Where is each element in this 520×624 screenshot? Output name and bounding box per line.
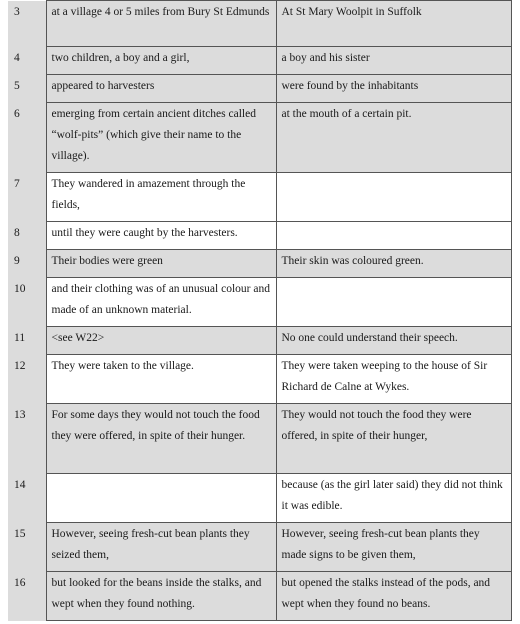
col-a-cell: appeared to harvesters (46, 75, 276, 103)
col-b-cell (276, 173, 511, 222)
table-row (8, 103, 511, 173)
col-a-cell: However, seeing fresh-cut bean plants they seized them, (46, 523, 276, 572)
table-row (8, 404, 511, 474)
table-body (8, 1, 511, 621)
col-a-cell: <see W22> (46, 327, 276, 355)
row-number: 5 (8, 75, 46, 103)
table-row (8, 327, 511, 355)
col-b-cell: but opened the stalks instead of the pods, and wept when they found no beans. (276, 572, 511, 621)
col-b-cell (276, 222, 511, 250)
row-number: 13 (8, 404, 46, 474)
col-b-cell: because (as the girl later said) they did not think it was edible. (276, 474, 511, 523)
table-row (8, 222, 511, 250)
col-a-cell (46, 474, 276, 523)
table-row (8, 355, 511, 404)
table-row (8, 278, 511, 327)
table-row (8, 523, 511, 572)
col-b-cell: They were taken weeping to the house of Sir Richard de Calne at Wykes. (276, 355, 511, 404)
table-row (8, 1, 511, 47)
col-a-cell: For some days they would not touch the food they were offered, in spite of their hunger. (46, 404, 276, 474)
row-number: 7 (8, 173, 46, 222)
col-b-cell: a boy and his sister (276, 47, 511, 75)
row-number: 11 (8, 327, 46, 355)
col-b-cell: At St Mary Woolpit in Suffolk (276, 1, 511, 47)
col-a-cell: They wandered in amazement through the fields, (46, 173, 276, 222)
col-b-cell: However, seeing fresh-cut bean plants they made signs to be given them, (276, 523, 511, 572)
row-number: 3 (8, 1, 46, 47)
col-b-cell: at the mouth of a certain pit. (276, 103, 511, 173)
col-a-cell: and their clothing was of an unusual colour and made of an unknown material. (46, 278, 276, 327)
row-number: 10 (8, 278, 46, 327)
table-row (8, 75, 511, 103)
col-a-cell: Their bodies were green (46, 250, 276, 278)
col-a-cell: until they were caught by the harvesters. (46, 222, 276, 250)
col-b-cell: They would not touch the food they were offered, in spite of their hunger, (276, 404, 511, 474)
col-b-cell: were found by the inhabitants (276, 75, 511, 103)
table-row (8, 474, 511, 523)
table-row (8, 250, 511, 278)
col-a-cell: two children, a boy and a girl, (46, 47, 276, 75)
col-b-cell: No one could understand their speech. (276, 327, 511, 355)
col-a-cell: emerging from certain ancient ditches called “wolf-pits” (which give their name to the village). (46, 103, 276, 173)
table-row (8, 572, 511, 621)
col-a-cell: but looked for the beans inside the stalks, and wept when they found nothing. (46, 572, 276, 621)
row-number: 9 (8, 250, 46, 278)
comparison-table (8, 0, 512, 621)
col-b-cell (276, 278, 511, 327)
table-row (8, 173, 511, 222)
col-b-cell: Their skin was coloured green. (276, 250, 511, 278)
row-number: 4 (8, 47, 46, 75)
row-number: 6 (8, 103, 46, 173)
row-number: 14 (8, 474, 46, 523)
row-number: 15 (8, 523, 46, 572)
col-a-cell: at a village 4 or 5 miles from Bury St Edmunds (46, 1, 276, 47)
row-number: 8 (8, 222, 46, 250)
col-a-cell: They were taken to the village. (46, 355, 276, 404)
row-number: 12 (8, 355, 46, 404)
row-number: 16 (8, 572, 46, 621)
table-row (8, 47, 511, 75)
